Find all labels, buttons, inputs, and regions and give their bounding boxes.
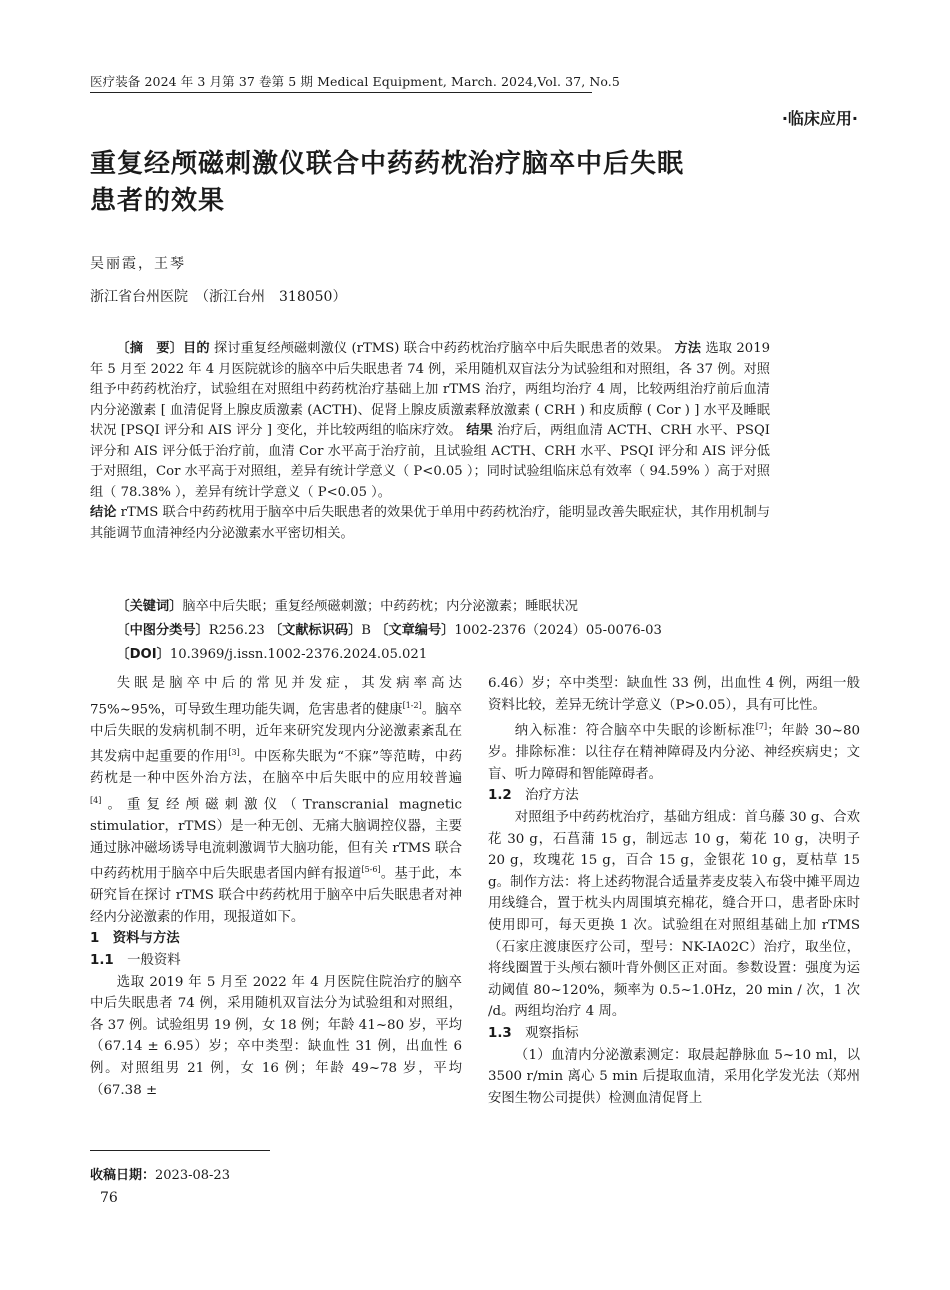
title-line-2: 患者的效果 [90, 186, 226, 216]
citation[interactable]: [1-2] [402, 700, 422, 710]
body-right-column [488, 673, 860, 1109]
page-number: 76 [100, 1190, 118, 1206]
section-heading-1-1: 1.1 一般资料 [90, 953, 181, 968]
objective-label: 目的 [183, 341, 210, 356]
keywords-label: 〔关键词〕 [116, 599, 183, 614]
section-tag: ·临床应用· [781, 109, 858, 128]
keywords [90, 595, 770, 614]
conclusion-label: 结论 [90, 505, 117, 520]
intro-paragraph: 失眠是脑卒中后的常见并发症，其发病率高达 75%~95%，可导致生理功能失调，危害患者的健康[1-2]。脑卒中后失眠的发病机制不明，近年来研究发现内分泌激素紊乱在其发病中起重要的作用[3]。中医称失眠为“不寐”等范畴，中药药枕是一种中医外治方法，在脑卒中后失眠中的应用较普遍[4]。重复经颅磁刺激仪（Transcranial magnetic stimulatior，rTMS）是一种无创、无痛大脑调控仪器，主要通过脉冲磁场诱导电流刺激调节大脑功能，但有关 rTMS 联合中药药枕用于脑卒中后失眠患者国内鲜有报道[5-6]。基于此，本研究旨在探讨 rTMS 联合中药药枕用于脑卒中后失眠患者对神经内分泌激素的作用，现报道如下。 [90, 676, 463, 925]
method-label: 方法 [674, 341, 702, 356]
citation[interactable]: [3] [228, 748, 240, 758]
running-head: 医疗装备 2024 年 3 月第 37 卷第 5 期 Medical Equipment, March. 2024,Vol. 37, No.5 [90, 74, 620, 89]
doi-text: 10.3969/j.issn.1002-2376.2024.05.021 [169, 647, 428, 662]
section-heading-1-3: 1.3 观察指标 [488, 1025, 579, 1041]
citation[interactable]: [7] [755, 722, 768, 732]
article-no-text: 1002-2376（2024）05-0076-03 [454, 623, 662, 638]
general-data-continued: 6.46）岁；卒中类型：缺血性 33 例，出血性 4 例，两组一般资料比较，差异无统计学意义（P>0.05），具有可比性。 [488, 676, 860, 713]
doc-code-label: 〔文献标识码〕 [268, 623, 362, 638]
criteria-paragraph: 纳入标准：符合脑卒中失眠的诊断标准[7]；年龄 30~80 岁。排除标准：以往存在精神障碍及内分泌、神经疾病史；文盲、听力障碍和智能障碍者。 [488, 722, 860, 782]
affiliation: 浙江省台州医院 （浙江台州 318050） [90, 289, 347, 305]
result-label: 结果 [466, 423, 493, 438]
treatment-paragraph: 对照组予中药药枕治疗，基础方组成：首乌藤 30 g、合欢花 30 g，石菖蒲 15 g，制远志 10 g，菊花 10 g，决明子 20 g，玫瑰花 15 g，百合 15 g，金银花 10 g，夏枯草 15 g。制作方法：将上述药物混合适量荞麦皮装入布袋中摊平周边用线缝合，置于枕头内周围填充棉花，缝合开口，患者卧床时使用即可，每天更换 1 次。试验组在对照组基础上加 rTMS（石家庄渡康医疗公司，型号：NK-IA02C）治疗，取坐位，将线圈置于头颅右额叶背外侧区正对面。参数设置：强度为运动阈值 80~120%，频率为 0.5~1.0Hz，20 min / 次，1 次 /d。两组均治疗 4 周。 [488, 810, 860, 1020]
section-heading-1: 1 资料与方法 [90, 931, 180, 947]
citation[interactable]: [5-6] [361, 865, 381, 875]
abstract-label: 〔摘 要〕 [116, 341, 183, 356]
general-data-paragraph: 选取 2019 年 5 月至 2022 年 4 月医院住院治疗的脑卒中后失眠患者 74 例，采用随机双盲法分为试验组和对照组，各 37 例。试验组男 19 例，女 18 例；年龄 41~80 岁，平均（67.14 ± 6.95）岁；卒中类型：缺血性 31 例，出血性 6 例。对照组男 21 例，女 16 例；年龄 49~78 岁，平均（67.38 ± [90, 974, 462, 1098]
body-left-column [90, 673, 462, 1101]
authors: 吴丽霞，王琴 [90, 256, 186, 272]
footnote-divider [90, 1150, 270, 1151]
doi-label: 〔DOI〕 [116, 647, 170, 662]
indicator-paragraph: （1）血清内分泌激素测定：取晨起静脉血 5~10 ml，以 3500 r/min 离心 5 min 后提取血清，采用化学发光法（郑州安图生物公司提供）检测血清促肾上 [488, 1047, 860, 1106]
title-line-1: 重复经颅磁刺激仪联合中药药枕治疗脑卒中后失眠 [90, 149, 685, 179]
clc-label: 〔中图分类号〕 [116, 623, 209, 638]
article-title [90, 146, 810, 220]
received-date: 收稿日期：2023-08-23 [90, 1168, 230, 1183]
section-heading-1-2: 1.2 治疗方法 [488, 788, 579, 804]
abstract [90, 339, 770, 544]
conclusion-text: rTMS 联合中药药枕用于脑卒中后失眠患者的效果优于单用中药药枕治疗，能明显改善失眠症状，其作用机制与其能调节血清神经内分泌激素水平密切相关。 [90, 505, 770, 541]
header-divider [90, 92, 592, 93]
method-text: 选取 2019 年 5 月至 2022 年 4 月医院就诊的脑卒中后失眠患者 74 例，采用随机双盲法分为试验组和对照组，各 37 例。对照组予中药药枕治疗，试验组在对照组中药药枕治疗基础上加 rTMS 治疗，两组均治疗 4 周，比较两组治疗前后血清内分泌激素 [ 血清促肾上腺皮质激素 (ACTH)、促肾上腺皮质激素释放激素 ( CRH ) 和皮质醇 ( Cor ) ] 水平及睡眠状况 [PSQI 评分和 AIS 评分 ] 变化，并比较两组的临床疗效。 [90, 341, 770, 438]
article-no-label: 〔文章编号〕 [375, 623, 455, 638]
keywords-text: 脑卒中后失眠；重复经颅磁刺激；中药药枕；内分泌激素；睡眠状况 [182, 599, 578, 614]
citation[interactable]: [4] [90, 795, 102, 805]
result-text: 治疗后，两组血清 ACTH、CRH 水平、PSQI 评分和 AIS 评分低于治疗前，血清 Cor 水平高于治疗前，且试验组 ACTH、CRH 水平、PSQI 评分和 AIS 评分低于对照组，Cor 水平高于对照组，差异有统计学意义（ P<0.05 ）；同时试验组临床总有效率（ 94.59% ）高于对照组（ 78.38% ），差异有统计学意义（ P<0.05 ）。 [90, 423, 770, 500]
classification-line [90, 619, 770, 638]
doc-code-text: B [361, 623, 371, 638]
clc-text: R256.23 [208, 623, 265, 638]
doi [90, 643, 770, 662]
objective-text: 探讨重复经颅磁刺激仪 (rTMS) 联合中药药枕治疗脑卒中后失眠患者的效果。 [213, 341, 671, 356]
